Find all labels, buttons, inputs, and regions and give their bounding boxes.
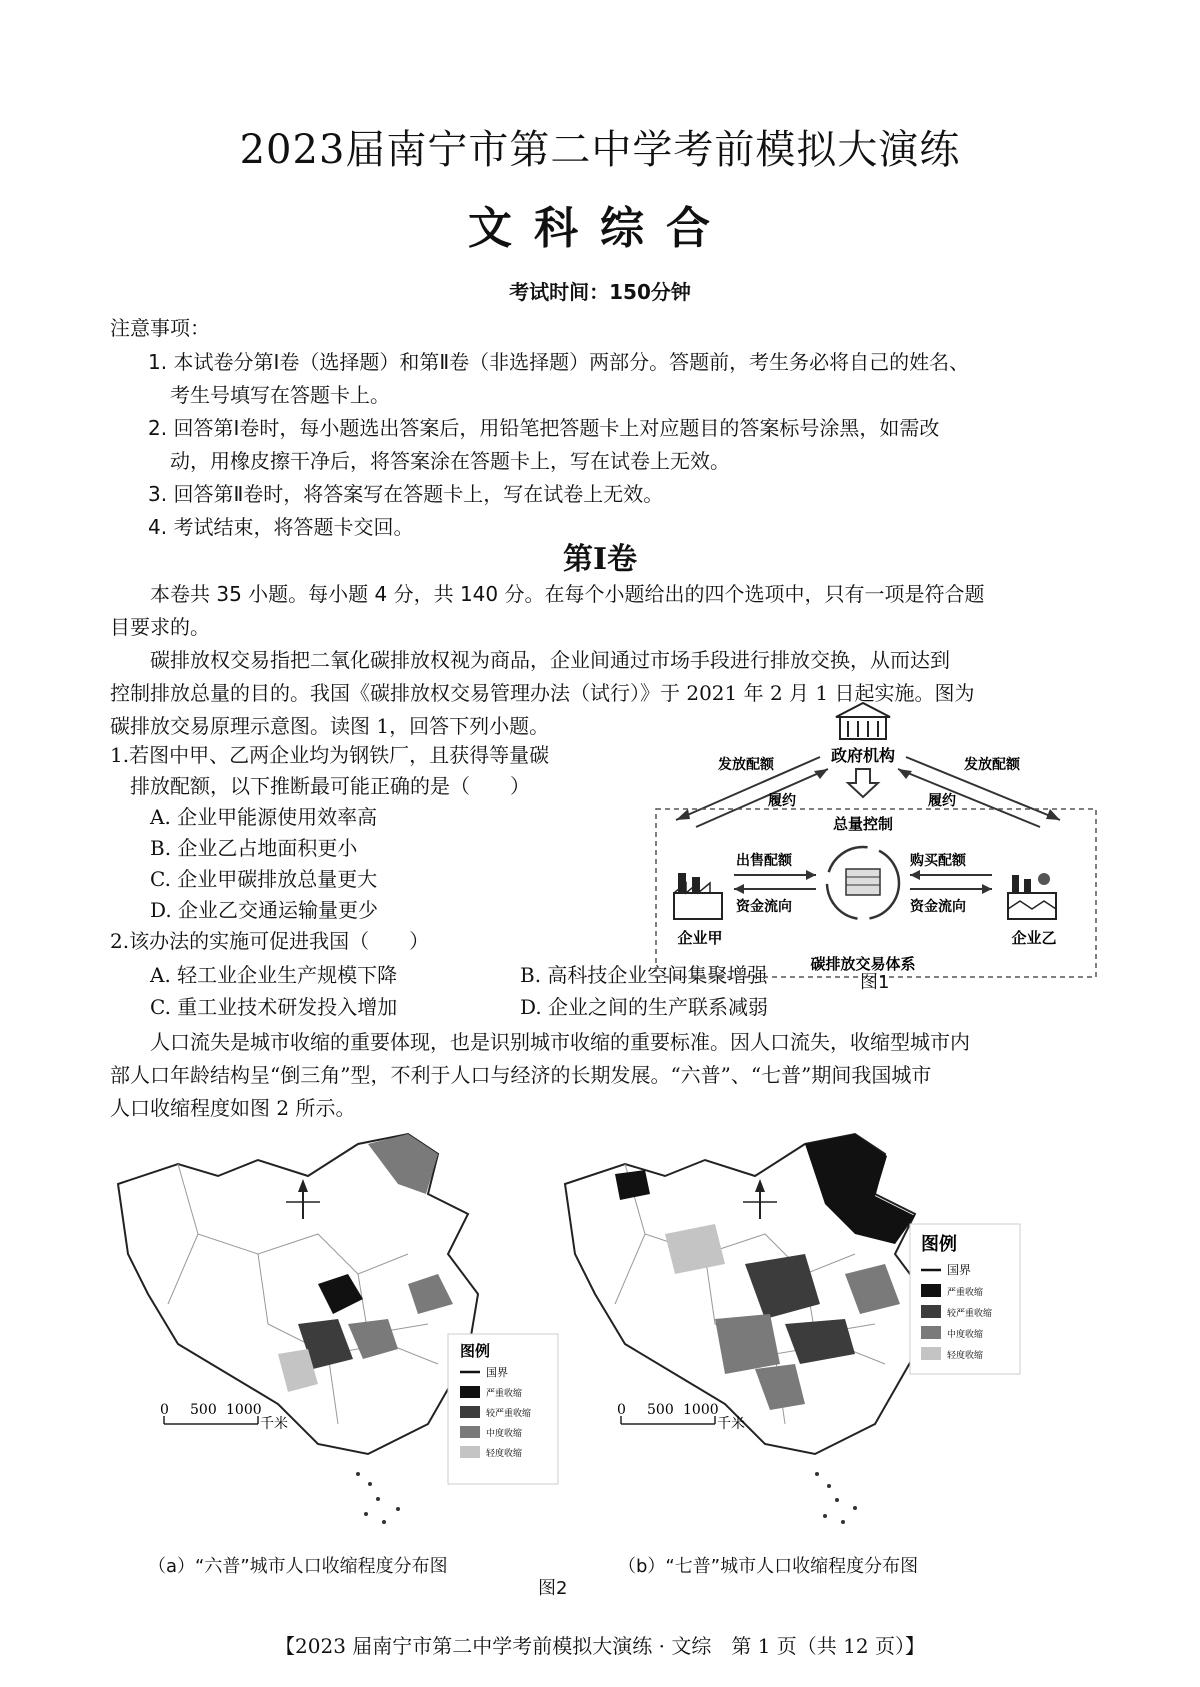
note-item-4: 4. 考试结束，将答题卡交回。 — [148, 515, 414, 539]
legend-item-severe: 严重收缩 — [486, 1389, 523, 1399]
legend-item-relatively-severe: 较严重收缩 — [486, 1409, 532, 1419]
total-control-label: 总量控制 — [832, 815, 894, 833]
notes-heading: 注意事项： — [110, 316, 210, 340]
q1-option-c[interactable]: C. 企业甲碳排放总量更大 — [150, 867, 378, 891]
passage-population: 人口流失是城市收缩的重要体现，也是识别城市收缩的重要标准。因人口流失，收缩型城市内 部人口年龄结构呈“倒三角”型，不利于人口与经济的长期发展。“六普”、“七普”期间我国城市 人口收缩程度如图 2 所示。 — [110, 1030, 970, 1120]
legend-item-relatively-severe: 较严重收缩 — [947, 1309, 993, 1319]
company-a-label: 企业甲 — [677, 929, 723, 947]
q2-option-d[interactable]: D. 企业之间的生产联系减弱 — [520, 995, 769, 1019]
note-item-1: 1. 本试卷分第Ⅰ卷（选择题）和第Ⅱ卷（非选择题）两部分。答题前，考生务必将自己的姓名、 考生号填写在答题卡上。 — [148, 350, 970, 407]
legend-b — [910, 1224, 1020, 1374]
legend-a — [448, 1334, 558, 1484]
exam-time: 考试时间：150分钟 — [509, 280, 691, 304]
gov-label: 政府机构 — [830, 746, 896, 765]
buy-label: 购买配额 — [910, 853, 966, 869]
legend-item-border: 国界 — [947, 1263, 972, 1277]
scale-unit: 千米 — [260, 1416, 288, 1432]
question-1: 1.若图中甲、乙两企业均为钢铁厂，且获得等量碳 排放配额，以下推断最可能正确的是（ ） — [110, 743, 550, 798]
legend-item-mild: 轻度收缩 — [947, 1351, 984, 1361]
map-seventh-census — [555, 1124, 1045, 1544]
scale-bar-b — [617, 1402, 745, 1432]
map-sixth-census — [108, 1124, 598, 1544]
scale-500: 500 — [190, 1402, 217, 1418]
figure-2b-caption: （b）“七普”城市人口收缩程度分布图 — [618, 1556, 919, 1577]
scale-unit: 千米 — [717, 1416, 745, 1432]
q1-option-d[interactable]: D. 企业乙交通运输量更少 — [150, 898, 379, 922]
sell-label: 出售配额 — [736, 853, 792, 869]
government-building-icon — [836, 703, 890, 739]
q1-option-a[interactable]: A. 企业甲能源使用效率高 — [150, 805, 378, 829]
figure-2a-caption: （a）“六普”城市人口收缩程度分布图 — [148, 1556, 448, 1577]
exam-title: 2023届南宁市第二中学考前模拟大演练 — [239, 127, 961, 173]
factory-b-icon — [1008, 873, 1056, 919]
legend-item-severe: 严重收缩 — [947, 1288, 984, 1298]
section-intro: 本卷共 35 小题。每小题 4 分，共 140 分。在每个小题给出的四个选项中，只有一项是符合题 目要求的。 — [110, 582, 985, 639]
page-footer: 【2023 届南宁市第二中学考前模拟大演练 · 文综 第 1 页（共 12 页）】 — [275, 1634, 925, 1658]
issue-right-label: 发放配额 — [964, 757, 1020, 773]
legend-item-border: 国界 — [486, 1366, 508, 1379]
section-title: 第Ⅰ卷 — [562, 542, 638, 577]
scale-bar-a — [160, 1402, 288, 1432]
scale-1000: 1000 — [683, 1402, 719, 1418]
legend-item-moderate: 中度收缩 — [486, 1429, 523, 1439]
fulfill-left-label: 履约 — [768, 793, 796, 809]
scale-1000: 1000 — [226, 1402, 262, 1418]
scale-0: 0 — [617, 1402, 626, 1418]
company-b-label: 企业乙 — [1011, 929, 1057, 947]
fund-right-label: 资金流向 — [910, 899, 966, 915]
q2-option-c[interactable]: C. 重工业技术研发投入增加 — [150, 995, 398, 1019]
legend-title: 图例 — [460, 1342, 491, 1360]
note-item-2: 2. 回答第Ⅰ卷时，每小题选出答案后，用铅笔把答题卡上对应题目的答案标号涂黑，如需改 动，用橡皮擦干净后，将答案涂在答题卡上，写在试卷上无效。 — [148, 416, 940, 473]
factory-a-icon — [674, 873, 722, 919]
figure-1-diagram — [648, 697, 1104, 980]
legend-item-mild: 轻度收缩 — [486, 1449, 523, 1459]
south-sea-islands — [815, 1472, 857, 1524]
legend-title: 图例 — [921, 1234, 957, 1255]
q1-option-b[interactable]: B. 企业乙占地面积更小 — [150, 836, 358, 860]
system-label: 碳排放交易体系 — [810, 955, 916, 973]
issue-left-label: 发放配额 — [718, 757, 774, 773]
fund-left-label: 资金流向 — [736, 899, 792, 915]
q2-option-b[interactable]: B. 高科技企业空间集聚增强 — [520, 963, 768, 987]
fulfill-right-label: 履约 — [928, 793, 956, 809]
subject-title: 文科综合 — [468, 203, 732, 254]
passage-carbon: 碳排放权交易指把二氧化碳排放权视为商品，企业间通过市场手段进行排放交换，从而达到 控制排放总量的目的。我国《碳排放权交易管理办法（试行）》于 2021 年 2 月 1 日起实施。图为 碳排放交易原理示意图。读图 1，回答下列小题。 — [110, 648, 975, 738]
scale-500: 500 — [647, 1402, 674, 1418]
figure-1-caption: 图1 — [860, 972, 890, 993]
question-2: 2.该办法的实施可促进我国（ ） — [110, 929, 430, 953]
q2-option-a[interactable]: A. 轻工业企业生产规模下降 — [150, 963, 398, 987]
note-item-3: 3. 回答第Ⅱ卷时，将答案写在答题卡上，写在试卷上无效。 — [148, 482, 664, 506]
question-1-options — [150, 802, 378, 926]
legend-item-moderate: 中度收缩 — [947, 1330, 984, 1340]
quota-cycle-icon — [827, 847, 899, 919]
south-sea-islands — [356, 1472, 400, 1524]
figure-2-caption: 图2 — [538, 1578, 568, 1599]
scale-0: 0 — [160, 1402, 169, 1418]
